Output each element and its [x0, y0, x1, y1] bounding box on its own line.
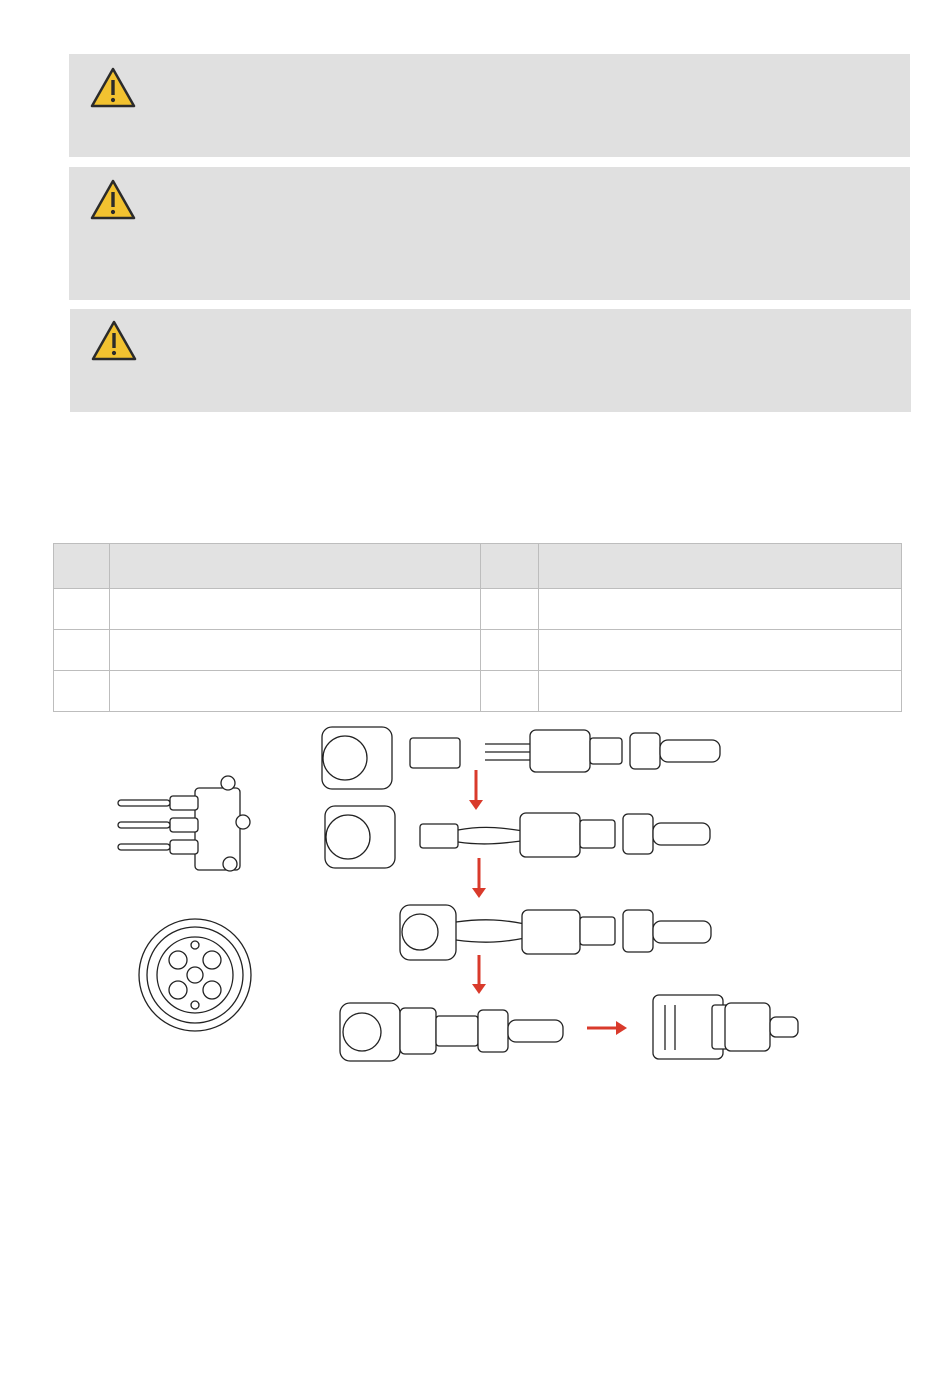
table-header-row [54, 544, 902, 589]
table-header-cell [481, 544, 539, 589]
table-row [54, 630, 902, 671]
table-cell [109, 630, 481, 671]
warning-triangle-icon [89, 66, 137, 110]
table-row [54, 589, 902, 630]
arrow-down-icon [472, 955, 486, 994]
pin-insert-drawing [118, 776, 250, 871]
parts-table [53, 543, 902, 712]
table-cell [539, 630, 902, 671]
table-cell [54, 671, 110, 712]
table-cell [481, 630, 539, 671]
assembly-step-3 [400, 905, 711, 960]
arrow-right-icon [587, 1021, 627, 1035]
connector-front-view [139, 919, 251, 1031]
assembly-step-2 [325, 806, 710, 868]
table-cell [481, 671, 539, 712]
table-cell [54, 630, 110, 671]
table-cell [539, 589, 902, 630]
table-header-cell [539, 544, 902, 589]
table-row [54, 671, 902, 712]
assembly-step-4 [340, 1003, 563, 1061]
table-cell [481, 589, 539, 630]
table-header-cell [109, 544, 481, 589]
table-cell [539, 671, 902, 712]
warning-box-1 [69, 54, 910, 157]
warning-box-2 [69, 167, 910, 300]
assembled-connector [653, 995, 798, 1059]
table-cell [109, 589, 481, 630]
assembly-step-1 [322, 727, 720, 789]
arrow-down-icon [472, 858, 486, 898]
table-cell [109, 671, 481, 712]
warning-triangle-icon [89, 178, 137, 222]
warning-triangle-icon [90, 319, 138, 363]
table-header-cell [54, 544, 110, 589]
table-cell [54, 589, 110, 630]
warning-box-3 [70, 309, 911, 412]
arrow-down-icon [469, 770, 483, 810]
connector-assembly-figure [0, 715, 950, 1075]
